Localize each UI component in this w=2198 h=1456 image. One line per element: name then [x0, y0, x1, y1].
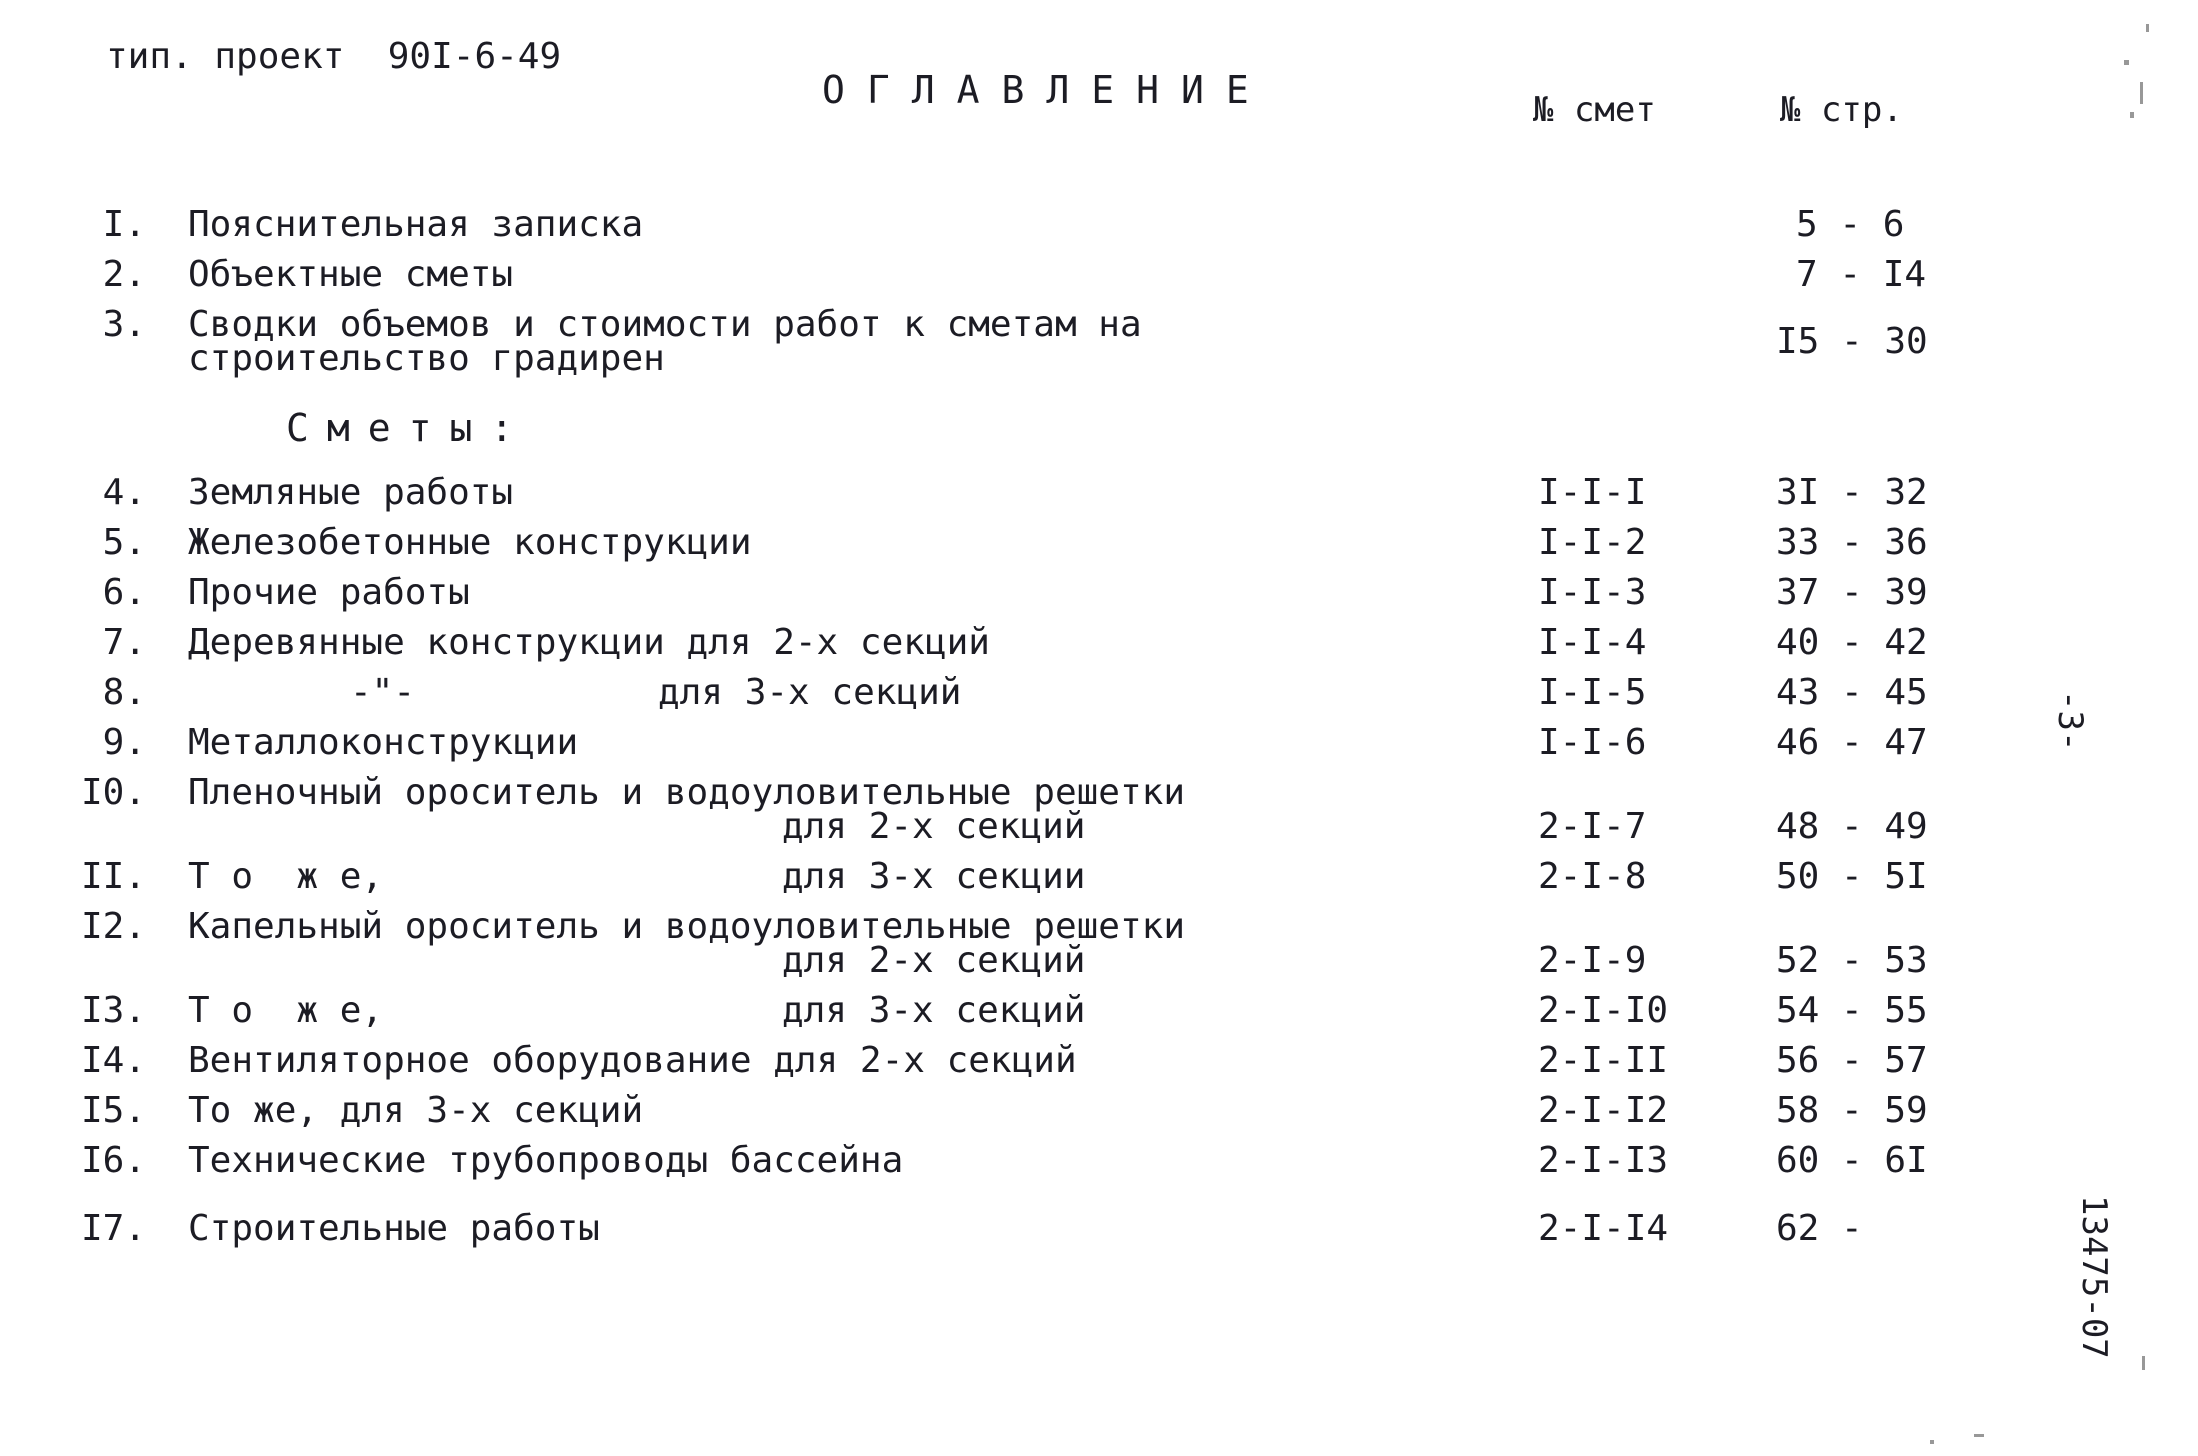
item-pages: 46 - 47	[1776, 722, 1928, 763]
project-label: тип. проект 90I-6-49	[106, 36, 562, 77]
item-number: I7.	[80, 1208, 146, 1249]
item-pages: 40 - 42	[1776, 622, 1928, 663]
scan-mark	[2146, 24, 2149, 32]
item-title-continued: для 2-х секций	[782, 940, 1086, 981]
item-pages: 5 - 6	[1796, 204, 1905, 245]
item-pages: 37 - 39	[1776, 572, 1928, 613]
item-title: Т о ж е,	[188, 856, 384, 897]
item-pages: 62 -	[1776, 1208, 1863, 1249]
scan-mark	[2130, 112, 2134, 118]
item-title: Металлоконструкции	[188, 722, 579, 763]
item-pages: 58 - 59	[1776, 1090, 1928, 1131]
item-number: I5.	[80, 1090, 146, 1131]
item-number: I0.	[80, 772, 146, 813]
item-pages: 33 - 36	[1776, 522, 1928, 563]
item-title: Земляные работы	[188, 472, 514, 513]
scan-mark	[2124, 60, 2129, 65]
item-number: 7.	[102, 622, 146, 663]
item-title: То же, для 3-х секций	[188, 1090, 644, 1131]
item-estimate: 2-I-9	[1538, 940, 1647, 981]
item-title: Деревянные конструкции для 2-х секций	[188, 622, 990, 663]
inventory-number: 13475-07	[2074, 1195, 2114, 1359]
item-number: I3.	[80, 990, 146, 1031]
item-estimate: I-I-4	[1538, 622, 1647, 663]
item-title: Объектные сметы	[188, 254, 514, 295]
scan-mark	[1930, 1440, 1934, 1444]
item-title: Технические трубопроводы бассейна	[188, 1140, 904, 1181]
item-pages: 60 - 6I	[1776, 1140, 1928, 1181]
item-title: Т о ж е,	[188, 990, 384, 1031]
item-number: 6.	[102, 572, 146, 613]
item-pages: 54 - 55	[1776, 990, 1928, 1031]
item-number: I2.	[80, 906, 146, 947]
item-estimate: I-I-3	[1538, 572, 1647, 613]
scan-mark	[2142, 1356, 2145, 1370]
item-estimate: 2-I-II	[1538, 1040, 1669, 1081]
item-pages: 43 - 45	[1776, 672, 1928, 713]
item-title: Строительные работы	[188, 1208, 600, 1249]
item-title-continued: для 2-х секций	[782, 806, 1086, 847]
item-pages: 7 - I4	[1796, 254, 1927, 295]
item-title-continued: для 3-х секции	[782, 856, 1086, 897]
item-estimate: 2-I-I4	[1538, 1208, 1669, 1249]
item-title: Вентиляторное оборудование для 2-х секций	[188, 1040, 1077, 1081]
item-pages: 52 - 53	[1776, 940, 1928, 981]
item-pages: 50 - 5I	[1776, 856, 1928, 897]
item-pages: 56 - 57	[1776, 1040, 1928, 1081]
item-pages: I5 - 30	[1776, 321, 1928, 362]
item-number: 2.	[102, 254, 146, 295]
item-number: I4.	[80, 1040, 146, 1081]
item-title-continued: для 3-х секций	[782, 990, 1086, 1031]
item-number: 3.	[102, 304, 146, 345]
page-number: -3-	[2050, 690, 2090, 752]
item-estimate: 2-I-I0	[1538, 990, 1669, 1031]
estimates-subheading: Сметы:	[286, 406, 532, 450]
item-number: II.	[80, 856, 146, 897]
scan-mark	[2140, 82, 2143, 104]
item-estimate: I-I-I	[1538, 472, 1647, 513]
item-title: -"-	[350, 672, 416, 713]
item-title: Капельный ороситель и водоуловительные решетки	[188, 906, 1185, 947]
item-number: 8.	[102, 672, 146, 713]
column-header-pages: № стр.	[1780, 90, 1903, 130]
item-number: 5.	[102, 522, 146, 563]
item-pages: 48 - 49	[1776, 806, 1928, 847]
item-number: I6.	[80, 1140, 146, 1181]
item-number: I.	[102, 204, 146, 245]
item-estimate: 2-I-I3	[1538, 1140, 1669, 1181]
item-title-continued: для 3-х секций	[658, 672, 962, 713]
item-estimate: I-I-5	[1538, 672, 1647, 713]
item-title: Сводки объемов и стоимости работ к сметам на	[188, 304, 1142, 345]
item-estimate: 2-I-I2	[1538, 1090, 1669, 1131]
item-title: Прочие работы	[188, 572, 470, 613]
item-number: 4.	[102, 472, 146, 513]
item-estimate: I-I-2	[1538, 522, 1647, 563]
item-title: Пояснительная записка	[188, 204, 644, 245]
page-title: ОГЛАВЛЕНИЕ	[822, 68, 1271, 112]
item-title: Пленочный ороситель и водоуловительные решетки	[188, 772, 1185, 813]
scan-mark	[1974, 1434, 1984, 1437]
item-title: Железобетонные конструкции	[188, 522, 752, 563]
item-number: 9.	[102, 722, 146, 763]
item-estimate: I-I-6	[1538, 722, 1647, 763]
item-pages: 3I - 32	[1776, 472, 1928, 513]
item-title-continued: строительство градирен	[188, 338, 665, 379]
column-header-estimates: № смет	[1533, 90, 1656, 130]
item-estimate: 2-I-7	[1538, 806, 1647, 847]
item-estimate: 2-I-8	[1538, 856, 1647, 897]
